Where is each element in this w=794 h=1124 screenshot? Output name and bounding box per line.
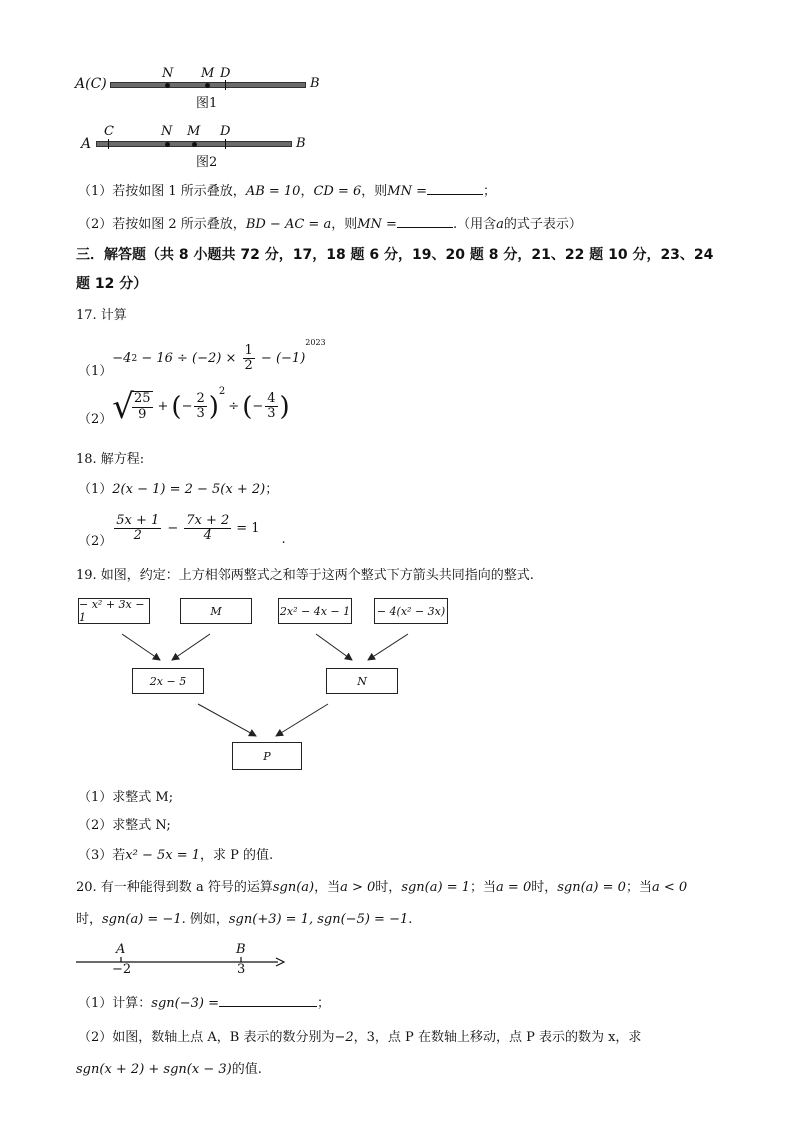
sqrt-fraction: $\frac{25}{9}$ [133,391,151,422]
q20-part-1: （1）计算：sgn(−3) = ； [78,996,330,1011]
q19-title: 19. 如图，约定：上方相邻两整式之和等于这两个整式下方箭头共同指向的整式. [76,568,534,583]
fig1-label-n: N [162,66,174,81]
fraction: $\frac{4}{3}$ [267,390,276,421]
q20-line-2: 时，sgn(a) = −1. 例如，sgn(+3) = 1, sgn(−5) = −1. [76,912,413,927]
sqrt-sign: √ [112,386,134,427]
q18-title: 18. 解方程: [76,452,145,467]
section-3-title-cont: 题 12 分） [76,276,148,292]
q16-part-1: （1）若按如图 1 所示叠放，AB = 10，CD = 6，则MN = ； [78,184,497,199]
q17-part-1: （1） −4 2 − 16 ÷ (−2) × $\frac{1}{2}$ − (−1) 2023 [78,338,326,379]
fraction: $\frac{7x + 2}{4}$ [186,512,230,543]
point-a-value: −2 [112,962,132,977]
q18-part-1: （1）2(x − 1) = 2 − 5(x + 2)； [78,482,279,497]
q16-part-2: （2）若按如图 2 所示叠放，BD − AC = a，则MN = .（用含a的式子表示） [78,217,582,232]
q19-part-3: （3）若x² − 5x = 1，求 P 的值. [78,848,274,863]
fig1-right-label: B [310,76,320,91]
q20-line-1: 20. 有一种能得到数 a 符号的运算sgn(a)，当a > 0时，sgn(a) = 1；当a = 0时，sgn(a) = 0；当a < 0 [76,880,688,895]
point-a-label: A [116,942,126,957]
fig2-left-label: A [81,136,92,152]
q20-part-2-line-1: （2）如图，数轴上点 A，B 表示的数分别为−2，3，点 P 在数轴上移动，点 P 表示的数为 x，求 [78,1030,642,1045]
fig1-caption: 图1 [196,96,218,111]
fig2-right-label: B [296,136,306,151]
fig2-label-d: D [220,124,231,139]
fraction: $\frac{2}{3}$ [196,390,205,421]
fig1-label-m: M [201,66,215,81]
fig1-label-d: D [220,66,231,81]
box-mid-1: 2x − 5 [132,668,204,694]
answer-blank[interactable] [219,1006,317,1007]
q19-part-1: （1）求整式 M; [78,790,174,805]
box-bottom: P [232,742,302,770]
fraction: $\frac{1}{2}$ [244,342,253,373]
section-3-title: 三．解答题（共 8 小题共 72 分，17，18 题 6 分，19、20 题 8 分，21、22 题 10 分，23、24 [76,247,714,263]
point-b-label: B [236,942,246,957]
q20-part-2-line-2: sgn(x + 2) + sgn(x − 3)的值. [76,1062,262,1077]
fraction: $\frac{5x + 1}{2}$ [116,512,160,543]
box-top-4: − 4(x² − 3x) [374,598,448,624]
fig2-label-n: N [161,124,173,139]
q18-part-2: （2） $\frac{5x + 1}{2}$ − $\frac{7x + 2}{4}$ = 1 . [78,512,286,549]
box-top-1: − x² + 3x − 1 [78,598,150,624]
fig2-label-c: C [104,124,114,139]
q19-part-2: （2）求整式 N; [78,818,171,833]
fig2-caption: 图2 [196,155,218,170]
q17-part-2: （2） √ $\frac{25}{9}$ + ( − $\frac{2}{3}$ ) $^2$ ÷ ( − $\frac{4}{3}$ ) [78,386,290,427]
fig2-label-m: M [187,124,201,139]
box-top-3: 2x² − 4x − 1 [278,598,352,624]
box-top-2: M [180,598,252,624]
point-b-value: 3 [237,962,246,977]
q17-title: 17. 计算 [76,308,127,323]
fig1-left-label: A(C) [75,76,107,92]
box-mid-2: N [326,668,398,694]
